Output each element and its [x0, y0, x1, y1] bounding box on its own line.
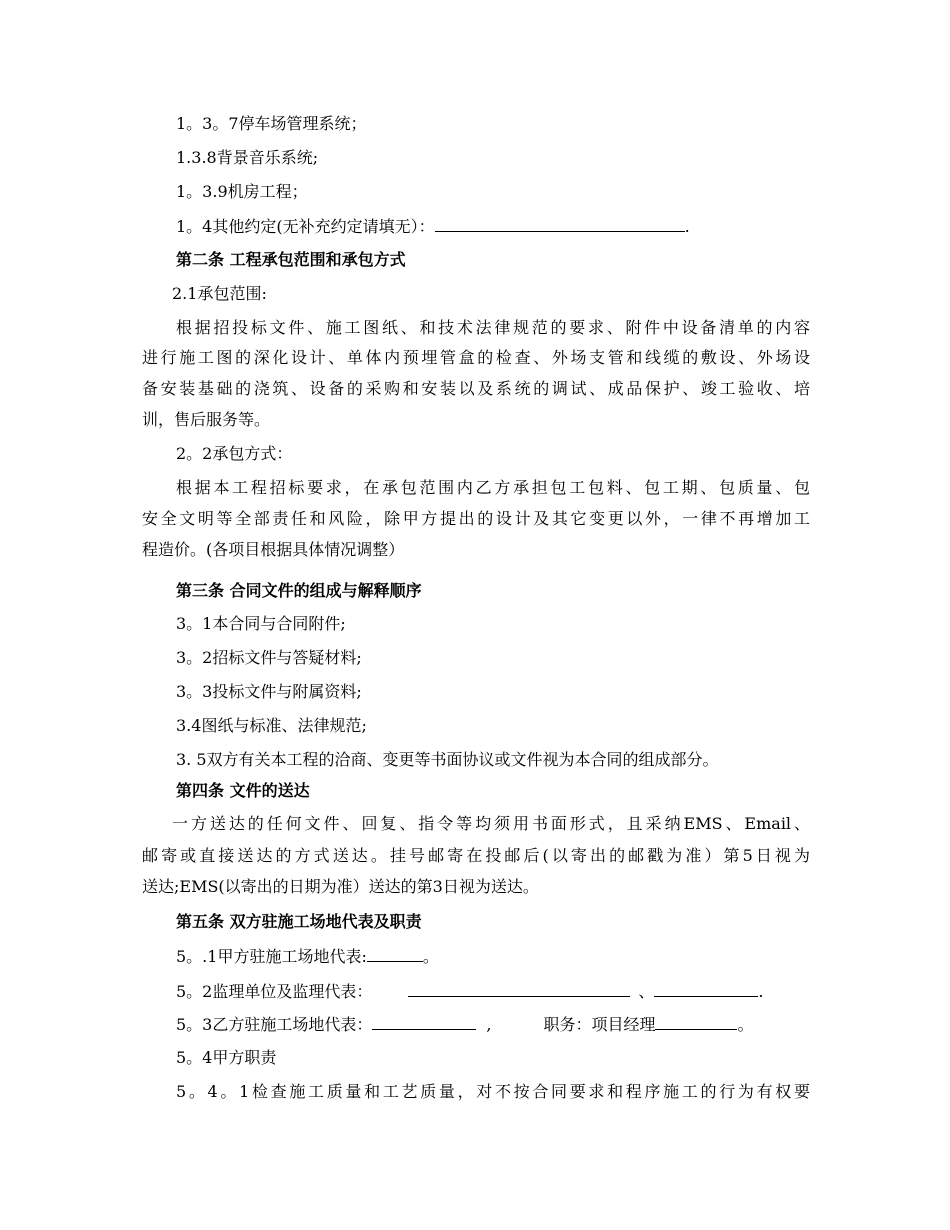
clause-3-4 — [142, 715, 844, 737]
heading-text: 第四条 文件的送达 — [176, 781, 310, 800]
clause-text: , — [486, 1015, 492, 1034]
clause-text: 2。2承包方式： — [176, 444, 293, 463]
paragraph-text: 训，售后服务等。 — [142, 410, 271, 429]
paragraph-text: 备安装基础的浇筑、设备的采购和安装以及系统的调试、成品保护、竣工验收、培 — [142, 379, 810, 398]
paragraph-line — [142, 539, 810, 561]
clause-text: 1。3。7停车场管理系统； — [176, 114, 367, 133]
clause-text: 3. 5双方有关本工程的洽商、变更等书面协议或文件视为本合同的组成部分。 — [176, 750, 719, 769]
clause-3-1 — [142, 613, 844, 635]
clause-1-3-9 — [142, 181, 844, 203]
clause-2-2 — [142, 443, 844, 465]
article-5-heading — [142, 911, 844, 933]
clause-text: 1。4其他约定(无补充约定请填无）： — [176, 217, 435, 236]
clause-3-2 — [142, 647, 844, 669]
fill-in-blank — [654, 980, 758, 997]
clause-text: 5。.1甲方驻施工场地代表: — [176, 947, 367, 966]
clause-3-3 — [142, 681, 844, 703]
paragraph-line — [142, 1081, 810, 1103]
clause-1-4 — [142, 215, 844, 238]
paragraph-line — [142, 347, 810, 369]
heading-text: 第五条 双方驻施工场地代表及职责 — [176, 912, 422, 931]
paragraph-line — [142, 477, 810, 499]
clause-2-1 — [142, 283, 840, 305]
paragraph-line — [142, 317, 810, 339]
paragraph-line — [142, 845, 810, 867]
clause-text: 3。3投标文件与附属资料; — [176, 682, 362, 701]
paragraph-text: 安全文明等全部责任和风险，除甲方提出的设计及其它变更以外，一律不再增加工 — [142, 509, 810, 528]
paragraph-text: 根据本工程招标要求，在承包范围内乙方承担包工包料、包工期、包质量、包 — [176, 478, 810, 497]
paragraph-text: 5。4。1检查施工质量和工艺质量，对不按合同要求和程序施工的行为有权要 — [176, 1082, 810, 1101]
heading-text: 第三条 合同文件的组成与解释顺序 — [176, 581, 422, 600]
paragraph-line — [142, 409, 810, 431]
clause-5-2 — [142, 980, 844, 1003]
paragraph-line — [142, 876, 810, 898]
clause-text: 3。1本合同与合同附件; — [176, 614, 346, 633]
paragraph-text: 进行施工图的深化设计、单体内预埋管盒的检查、外场支管和线缆的敷设、外场设 — [142, 348, 810, 367]
clause-1-3-8 — [142, 147, 844, 169]
clause-text: 、 — [638, 982, 655, 1001]
clause-text: . — [758, 982, 764, 1001]
article-2-heading — [142, 249, 844, 271]
clause-text: 5。2监理单位及监理代表： — [176, 982, 373, 1001]
fill-in-blank — [655, 1013, 737, 1030]
article-4-heading — [142, 780, 844, 802]
clause-text: 。 — [737, 1015, 754, 1034]
heading-text: 第二条 工程承包范围和承包方式 — [176, 250, 406, 269]
clause-5-1 — [142, 945, 844, 968]
clause-3-5 — [142, 749, 844, 771]
fill-in-blank — [408, 980, 630, 997]
clause-text: . — [684, 217, 690, 236]
clause-text: 。 — [422, 947, 439, 966]
clause-5-3 — [142, 1013, 844, 1036]
clause-text: 3.4图纸与标准、法律规范; — [176, 716, 367, 735]
clause-text: 1。3.9机房工程； — [176, 182, 308, 201]
paragraph-text: 程造价。(各项目根据具体情况调整） — [142, 540, 405, 559]
clause-text: 1.3.8背景音乐系统; — [176, 148, 319, 167]
article-3-heading — [142, 580, 844, 602]
paragraph-line — [142, 813, 810, 835]
paragraph-line — [142, 378, 810, 400]
paragraph-text: 送达;EMS(以寄出的日期为准）送达的第3日视为送达。 — [142, 877, 539, 896]
clause-text: 3。2招标文件与答疑材料; — [176, 648, 362, 667]
paragraph-text: 根据招投标文件、施工图纸、和技术法律规范的要求、附件中设备清单的内容 — [176, 318, 810, 337]
fill-in-blank — [367, 945, 423, 962]
fill-in-blank — [435, 215, 685, 232]
clause-text: 2.1承包范围: — [172, 284, 267, 303]
clause-text: 5。4甲方职责 — [176, 1048, 277, 1067]
paragraph-text: 邮寄或直接送达的方式送达。挂号邮寄在投邮后(以寄出的邮戳为准）第5日视为 — [142, 846, 810, 865]
clause-1-3-7 — [142, 113, 844, 135]
clause-5-4 — [142, 1047, 844, 1069]
paragraph-text: 一方送达的任何文件、回复、指令等均须用书面形式，且采纳EMS、Email、 — [172, 814, 810, 833]
fill-in-blank — [372, 1013, 476, 1030]
clause-text: 职务：项目经理 — [543, 1015, 656, 1034]
paragraph-line — [142, 508, 810, 530]
clause-text: 5。3乙方驻施工场地代表： — [176, 1015, 373, 1034]
